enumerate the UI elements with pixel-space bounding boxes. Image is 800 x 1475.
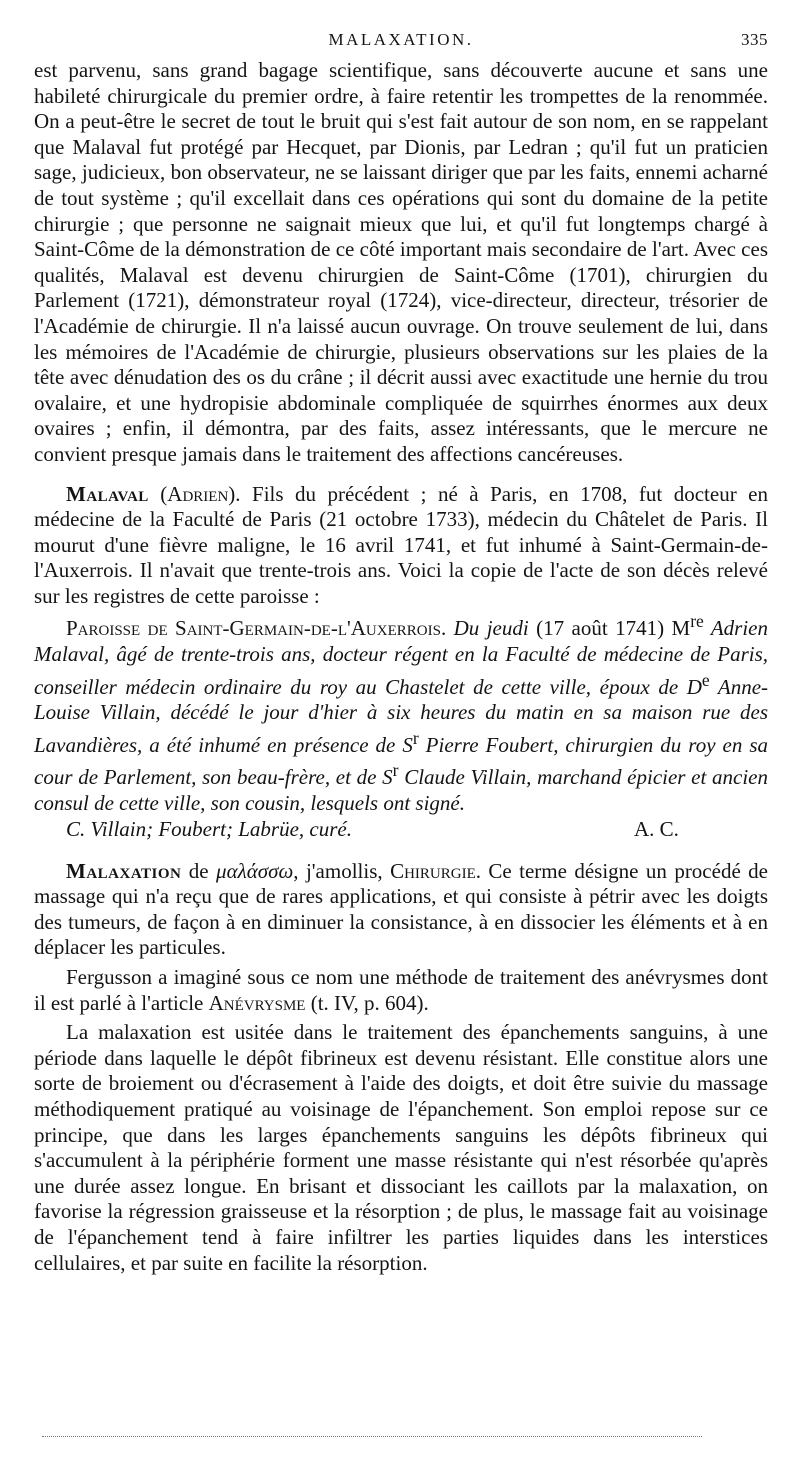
quote-date: (17 août 1741)	[536, 616, 665, 641]
spacer	[34, 845, 768, 859]
quote-superscript: re	[690, 611, 704, 632]
entry-definition: Ce terme désigne un procédé de massage qui n'a reçu que de rares applications, et qui consiste à pétrir avec les doigts des tumeurs, de façon à en diminuer la consistance, à en dissocier les éléments et à en déplacer les particules.	[34, 858, 769, 960]
quote-superscript: r	[412, 727, 419, 748]
quote-part: Pierre Foubert, chirurgien du roy en sa cour de Parlement, son beau-frère, et de S	[34, 732, 769, 790]
quote-superscript: r	[392, 760, 399, 781]
etym-greek: μαλάσσω	[216, 858, 294, 883]
malaval-pere-paragraph: est parvenu, sans grand bagage scientifique, sans découverte aucune et sans une habileté chirurgicale du premier ordre, à faire retentir les trompettes de la renommée. On a peut-être le secret de tout le bruit qui s'est fait autour de son nom, en se rappelant que Malaval fut protégé par Hecquet, par Dionis, par Ledran ; qu'il fut un praticien sage, judicieux, bon observateur, ne se laissant diriger que par les faits, ennemi acharné de tout système ; qu'il excellait dans ces opérations qui sont du domaine de la petite chirurgie ; que personne ne saignait mieux que lui, et qu'il fut longtemps chargé à Saint-Côme de la démonstration de ce côté important mais secondaire de l'art. Avec ces qualités, Malaval est devenu chirurgien de Saint-Côme (1701), chirurgien du Parlement (1721), démonstrateur royal (1724), vice-directeur, directeur, trésorier de l'Académie de chirurgie. Il n'a laissé aucun ouvrage. On trouve seulement de lui, dans les mémoires de l'Académie de chirurgie, plusieurs observations sur les plaies de la tête avec dénudation des os du crâne ; il décrit aussi avec exactitude une hernie du trou ovalaire, et une hydropisie abdominale compliquée de squirrhes énormes aux deux ovaires ; enfin, il démontra, par des faits, assez intéressants, que le mercure ne convient presque jamais dans le traitement des affections cancéreuses.	[34, 58, 768, 466]
etym-suffix: , j'amollis,	[293, 858, 391, 883]
entry-headword: Malaval	[66, 481, 149, 506]
signature-line	[34, 817, 768, 845]
usage-paragraph: La malaxation est usitée dans le traitement des épanchements sanguins, à une période dans laquelle le dépôt fibrineux est devenu résistant. Elle constitue alors une sorte de broiement ou d'écrasement à l'aide des doigts, et doit être suivie du massage méthodiquement pratiqué au voisinage de l'épanchement. Son emploi repose sur ce principe, que dans les larges épanchements sanguins les dépôts fibrineux qui s'accumulent à la périphérie forment une masse résistante qui n'est résorbée qu'après une durée assez longue. En brisant et dissociant les caillots par la malaxation, on favorise la régression graisseuse et la résorption ; de plus, le massage fait au voisinage de l'épanchement tend à faire infiltrer les parties liquides dans les interstices cellulaires, et par suite en facilite la résorption.	[34, 1020, 768, 1275]
page-number: 335	[741, 30, 768, 49]
quote-part: Du jeudi	[446, 616, 537, 641]
fergusson-paragraph	[34, 965, 768, 1016]
entry-headword: Malaxation	[66, 858, 182, 883]
quote-part: Anne-Louise Villain, décédé le jour d'hier à six heures du matin en sa maison rue des Lavandières, a été inhumé en présence de S	[34, 674, 769, 757]
parish-name: Paroisse de Saint-Germain-de-l'Auxerrois.	[66, 616, 447, 641]
quote-part: Adrien Malaval, âgé de trente-trois ans, docteur régent en la Faculté de médecine de Paris, conseiller médecin ordinaire du roy au Chastelet de cette ville, époux de D	[34, 616, 768, 699]
fergusson-text: Fergusson a imaginé sous ce nom une méthode de traitement des anévrysmes dont il est parlé à l'article	[34, 965, 768, 1015]
author-initials: A. C.	[634, 816, 679, 841]
entry-firstname: (Adrien).	[160, 481, 241, 506]
fergusson-text: (t. IV, p. 604).	[305, 990, 429, 1015]
running-head	[34, 30, 768, 58]
entry-text: Fils du précédent ; né à Paris, en 1708, fut docteur en médecine de la Faculté de Paris (21 octobre 1733), médecin du Châtelet de Paris. Il mourut d'une fièvre maligne, le 16 avril 1741, et fut inhumé à Saint-Germain-de-l'Auxerrois. Il n'avait que trente-trois ans. Voici la copie de l'acte de son décès relevé sur les registres de cette paroisse :	[34, 481, 769, 608]
dictionary-page	[34, 30, 768, 1276]
cross-reference: Anévrysme	[208, 990, 306, 1015]
quote-part: Claude Villain, marchand épicier et ancien consul de cette ville, son cousin, lesquels ont signé.	[34, 765, 769, 816]
running-title: MALAXATION.	[328, 30, 474, 49]
death-record-quote	[34, 609, 768, 816]
quote-part: M	[664, 616, 691, 641]
spacer	[34, 468, 768, 482]
malaval-adrien-entry	[34, 482, 768, 610]
signatures: C. Villain; Foubert; Labrüe, curé.	[66, 816, 352, 841]
footer-rule	[42, 1436, 702, 1437]
entry-domain: Chirurgie.	[390, 858, 481, 883]
malaxation-entry	[34, 859, 768, 961]
etym-prefix: de	[181, 858, 217, 883]
quote-superscript: e	[701, 669, 710, 690]
